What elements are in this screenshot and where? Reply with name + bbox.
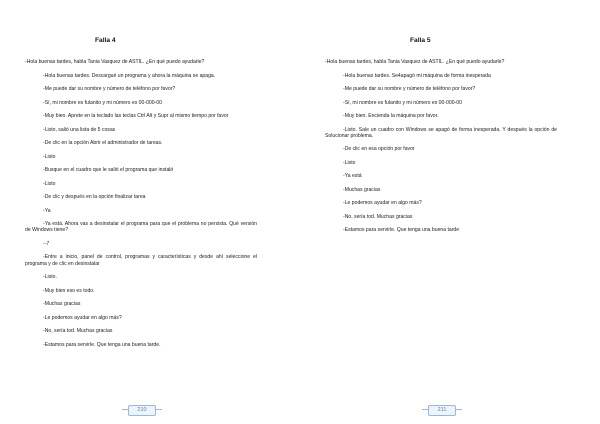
dialogue-line: -Listo (343, 159, 356, 166)
dialogue-line: -Ya está. Ahora vas a desinstalar el programa para que el problema no persista. Qué versión de Windows tiene? (25, 221, 257, 234)
dialogue-line: -Muchas gracias (343, 186, 381, 193)
dialogue-line: -Hola buenas tardes. Se4apagó mi máquina de forma inesperada (343, 72, 491, 79)
dialogue-line: -Muy bien. Aprete en la teclado las teclas Ctrl Alt y Supr al mismo tiempo por favor (43, 113, 229, 119)
dialogue-line: -Estamos para servirle. Que tenga una buena tarde (343, 227, 460, 234)
dialogue-body (325, 59, 557, 241)
dialogue-line: -Entre a inicio, panel de control, programas y características y desde ahí seleccione el programa y de clic en desinstalar (25, 254, 257, 267)
dialogue-line: -Ya (43, 207, 51, 214)
dialogue-line: --7 (43, 240, 50, 247)
dialogue-line: -Listo. Sale un cuadro con Windows se apagó de forma inesperada. Y después la opción de Solucionar problema. (325, 126, 557, 139)
page-number-badge: 210 (128, 405, 156, 416)
dialogue-line: -De clic en la opción Abrir el administrador de tareas. (43, 140, 163, 146)
dialogue-line: -De clic en esa opción por favor (343, 146, 415, 153)
page-title: Falla 4 (95, 37, 116, 44)
page-number-badge: 211 (428, 405, 456, 416)
page-title: Falla 5 (410, 37, 431, 44)
dialogue-line: -No, sería tod. Muchas gracias (343, 213, 413, 220)
dialogue-line: -Hola buenas tardes, habla Tania Vasquez de ASTIL. ¿En qué puedo ayudarle? (25, 59, 205, 65)
dialogue-line: -Me puede dar su nombre y número de teléfono por favor? (343, 86, 476, 92)
dialogue-line: -De clic y después en la opción finalizar tarea (43, 194, 146, 200)
dialogue-line: -Le podemos ayudar en algo más? (343, 200, 422, 207)
dialogue-line: -Listo (43, 180, 56, 187)
dialogue-line: -Estamos para servirle. Que tenga una buena tarde. (43, 341, 161, 348)
dialogue-line: -Le podemos ayudar en algo más? (43, 314, 122, 321)
dialogue-body (25, 59, 257, 355)
dialogue-line: -Sí, mi nombre es fulanito y mi número es 00-000-00 (343, 99, 462, 106)
dialogue-line: -Sí, mi nombre es fulanito y mi número es 00-000-00 (43, 99, 162, 106)
dialogue-line: -Hola buenas tardes. Descargué un programa y ahora la máquina se apaga. (43, 72, 216, 79)
dialogue-line: -Busque en el cuadro que le salió el programa que instaló (43, 167, 174, 173)
dialogue-line: -Muchas gracias (43, 301, 81, 308)
dialogue-line: -Listo (43, 153, 56, 160)
dialogue-line: -Me puede dar su nombre y número de teléfono por favor? (43, 86, 176, 92)
dialogue-line: -Muy bien. Encienda la máquina por favor. (343, 113, 439, 119)
dialogue-line: -Listo. (43, 274, 57, 281)
right-page (300, 0, 600, 424)
dialogue-line: -Muy bien eso es todo. (43, 287, 95, 294)
dialogue-line: -Hola buenas tardes, habla Tania Vasquez de ASTIL. ¿En qué puedo ayudarle? (325, 59, 505, 65)
dialogue-line: -Listo, salió una lista de 5 cosas (43, 126, 116, 133)
dialogue-line: -No, sería tod. Muchas gracias (43, 328, 113, 335)
dialogue-line: -Ya está (343, 173, 362, 180)
